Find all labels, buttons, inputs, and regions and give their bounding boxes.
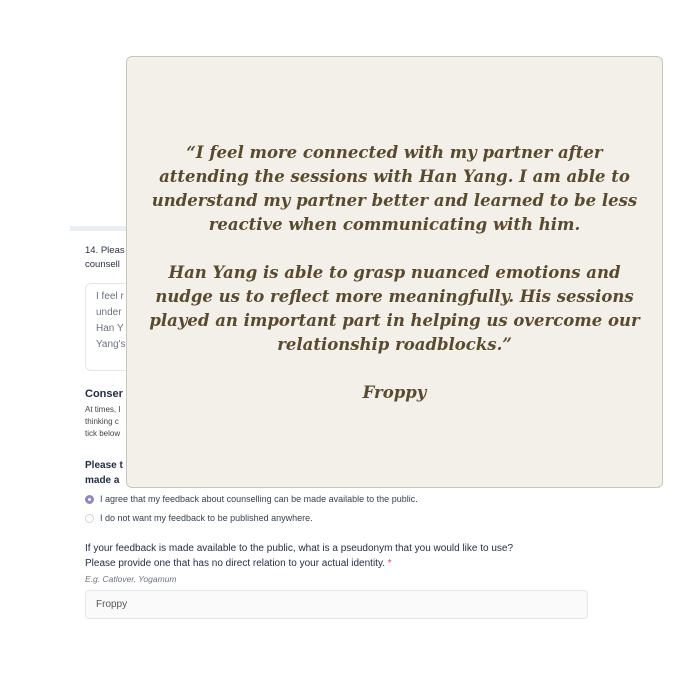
consent-description-line: thinking c — [85, 417, 119, 426]
question-14-label-line: counsell — [85, 259, 120, 270]
testimonial-quote-card — [126, 56, 663, 488]
required-asterisk: * — [387, 558, 392, 569]
testimonial-quote — [127, 141, 662, 405]
answer-line: under — [96, 307, 122, 318]
answer-line: I feel r — [96, 291, 124, 302]
consent-question-line: Please t — [85, 460, 123, 471]
consent-option-label: I agree that my feedback about counselling can be made available to the public. — [100, 494, 418, 504]
pseudonym-question-line: If your feedback is made available to the public, what is a pseudonym that you would like to use? — [85, 543, 514, 554]
quote-paragraph: Han Yang is able to grasp nuanced emotions and nudge us to reflect more meaningfully. His sessions played an important part in helping us overcome our relationship roadblocks.” — [149, 263, 640, 354]
consent-option-label: I do not want my feedback to be published anywhere. — [100, 513, 313, 523]
consent-question-line: made a — [85, 475, 120, 486]
answer-line: Han Y — [96, 323, 124, 334]
consent-description-line: tick below — [85, 429, 121, 438]
consent-description-line: At times, I — [85, 405, 121, 414]
pseudonym-input[interactable] — [85, 590, 588, 619]
quote-author: Froppy — [362, 383, 427, 402]
consent-option-decline[interactable] — [85, 513, 313, 523]
pseudonym-question-line — [85, 556, 605, 571]
question-14-label-line: 14. Pleas — [85, 245, 125, 256]
pseudonym-question — [85, 541, 605, 571]
pseudonym-question-text: Please provide one that has no direct relation to your actual identity. — [85, 558, 385, 569]
quote-paragraph: “I feel more connected with my partner after attending the sessions with Han Yang. I am able to understand my partner better and learned to be less reactive when communicating with him. — [151, 143, 638, 234]
consent-option-agree[interactable] — [85, 494, 418, 504]
consent-section-title: Conser — [85, 388, 123, 400]
radio-unselected-icon[interactable] — [85, 514, 94, 523]
pseudonym-hint: E.g. Catlover, Yogamum — [85, 574, 177, 584]
answer-line: Yang's — [96, 339, 126, 350]
radio-selected-icon[interactable] — [85, 495, 94, 504]
